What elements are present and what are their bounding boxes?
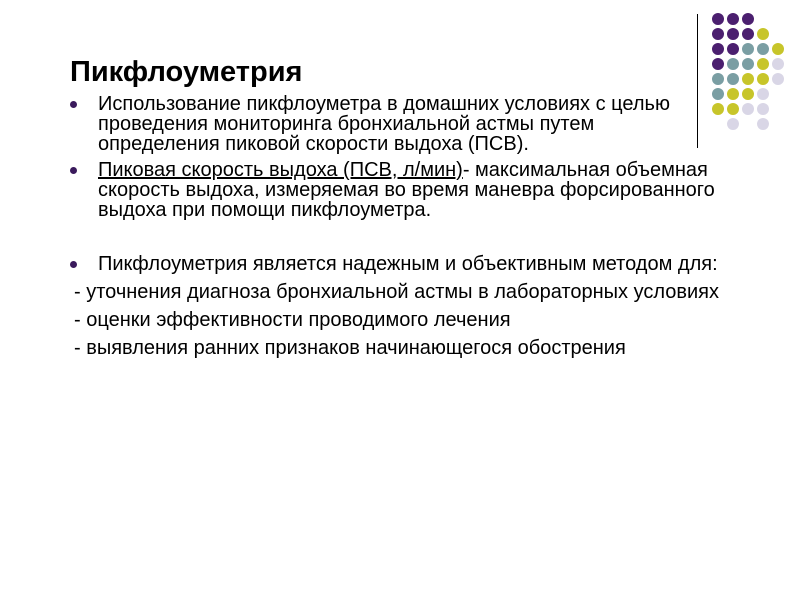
decor-dot (742, 43, 754, 55)
decor-dot (757, 73, 769, 85)
decor-dot (742, 103, 754, 115)
sub-item-text: - выявления ранних признаков начинающегося обострения (74, 337, 626, 359)
bullet-text: Пикфлоуметрия является надежным и объективным методом для: (98, 253, 718, 275)
bullet-text: Использование пикфлоуметра в домашних условиях с целью проведения мониторинга бронхиальной астмы путем определения пиковой скорости выдоха (ПСВ). (98, 93, 670, 155)
decor-dot (712, 43, 724, 55)
sub-item-text: - уточнения диагноза бронхиальной астмы в лабораторных условиях (74, 281, 720, 303)
decor-dot (712, 58, 724, 70)
decor-dot (712, 73, 724, 85)
decor-dot (727, 73, 739, 85)
decor-dot (757, 58, 769, 70)
bullet-marker (70, 101, 77, 108)
decor-dot (757, 88, 769, 100)
decor-dot (742, 13, 754, 25)
decor-dot (772, 58, 784, 70)
decor-dot (772, 43, 784, 55)
decor-dot (757, 43, 769, 55)
bullet-text: - максимальная объемная скорость выдоха, измеряемая во время маневра форсированного выдоха при помощи пикфлоуметра. (98, 159, 715, 221)
decor-dot (742, 28, 754, 40)
decor-dot (772, 73, 784, 85)
bullet-item (70, 94, 698, 154)
bullet-term: Пиковая скорость выдоха (ПСВ, л/мин) (98, 159, 463, 181)
decor-dot (712, 13, 724, 25)
decor-dot (757, 103, 769, 115)
bullet-marker (70, 261, 77, 268)
decor-dot (742, 58, 754, 70)
bullet-item (70, 160, 728, 220)
sub-list-item (70, 282, 738, 302)
decor-dot (757, 118, 769, 130)
decor-dot (742, 88, 754, 100)
sub-list-item (70, 338, 758, 358)
decor-dot (712, 28, 724, 40)
sub-list-item (70, 310, 738, 330)
sub-item-text: - оценки эффективности проводимого лечения (74, 309, 511, 331)
decor-dot (727, 58, 739, 70)
decor-dot (727, 28, 739, 40)
bullet-item (70, 254, 728, 274)
decor-dot (757, 28, 769, 40)
decor-dot (727, 43, 739, 55)
decor-dot (742, 73, 754, 85)
slide-title: Пикфлоуметрия (70, 56, 303, 88)
decor-dot (727, 13, 739, 25)
bullet-marker (70, 167, 77, 174)
slide-body (70, 94, 730, 358)
